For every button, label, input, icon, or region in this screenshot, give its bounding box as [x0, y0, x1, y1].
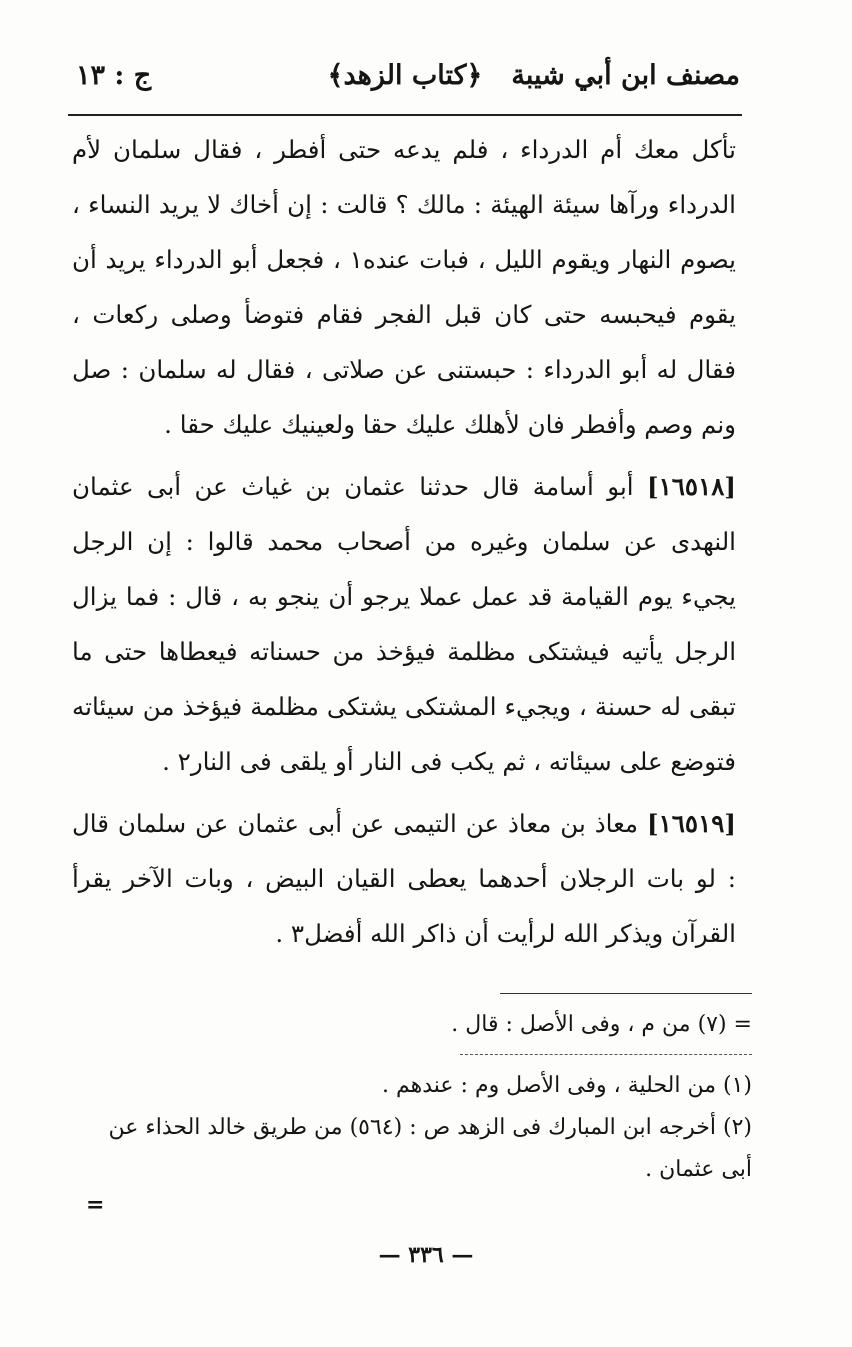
footnote-continued: = (٧) من م ، وفى الأصل : قال . [451, 1012, 752, 1037]
running-header [70, 52, 740, 104]
footnote-separator [460, 1048, 752, 1055]
paragraph-hadith-16518 [72, 459, 736, 789]
hadith-text: أبو أسامة قال حدثنا عثمان بن غياث عن أبى عثمان النهدى عن سلمان وغيره من أصحاب محمد قالوا : إن الرجل يجيء يوم القيامة قد عمل عملا يرجو أن ينجو به ، قال : فما يزال الرجل يأتيه فيشتكى مظلمة فيؤخذ من حسناته فيعطاها حتى ما تبقى له حسنة ، ويجيء المشتكى يشتكى مظلمة فيؤخذ من سيئاته فتوضع على سيئاته ، ثم يكب فى النار أو يلقى فى النار٢ . [72, 472, 736, 776]
page-number: — ٣٣٦ — [378, 1242, 474, 1268]
footnote-rule [500, 993, 752, 994]
book-title: مصنف ابن أبي شيبة [511, 60, 740, 91]
header-rule [68, 114, 742, 116]
chapter-title: ﴿كتاب الزهد﴾ [327, 60, 483, 91]
continuation-mark: = [86, 1192, 105, 1218]
footnotes [72, 1004, 752, 1191]
hadith-text: معاذ بن معاذ عن التيمى عن أبى عثمان عن سلمان قال : لو بات الرجلان أحدهما يعطى القيان البيض ، وبات الآخر يقرأ القرآن ويذكر الله لرأيت أن ذاكر الله أفضل٣ . [72, 809, 736, 948]
paragraph-hadith-16519 [72, 796, 736, 961]
paragraph-1: تأكل معك أم الدرداء ، فلم يدعه حتى أفطر ، فقال سلمان لأم الدرداء ورآها سيئة الهيئة : مالك ؟ قالت : إن أخاك لا يريد النساء ، يصوم النهار ويقوم الليل ، فبات عنده١ ، فجعل أبو الدرداء يريد أن يقوم فيحبسه حتى كان قبل الفجر فقام فتوضأ وصلى ركعات ، فقال له أبو الدرداء : حبستنى عن صلاتى ، فقال له سلمان : صل ونم وصم وأفطر فان لأهلك عليك حقا ولعينيك عليك حقا . [72, 135, 736, 439]
main-text [72, 122, 736, 961]
hadith-number: [١٦٥١٨] [647, 472, 736, 501]
footnote-2: (٢) أخرجه ابن المبارك فى الزهد ص : (٥٦٤) من طريق خالد الحذاء عن أبى عثمان . [108, 1115, 752, 1182]
hadith-number: [١٦٥١٩] [647, 809, 736, 838]
volume-number: ج : ١٣ [76, 60, 152, 91]
footnote-1: (١) من الحلية ، وفى الأصل وم : عندهم . [382, 1073, 752, 1098]
